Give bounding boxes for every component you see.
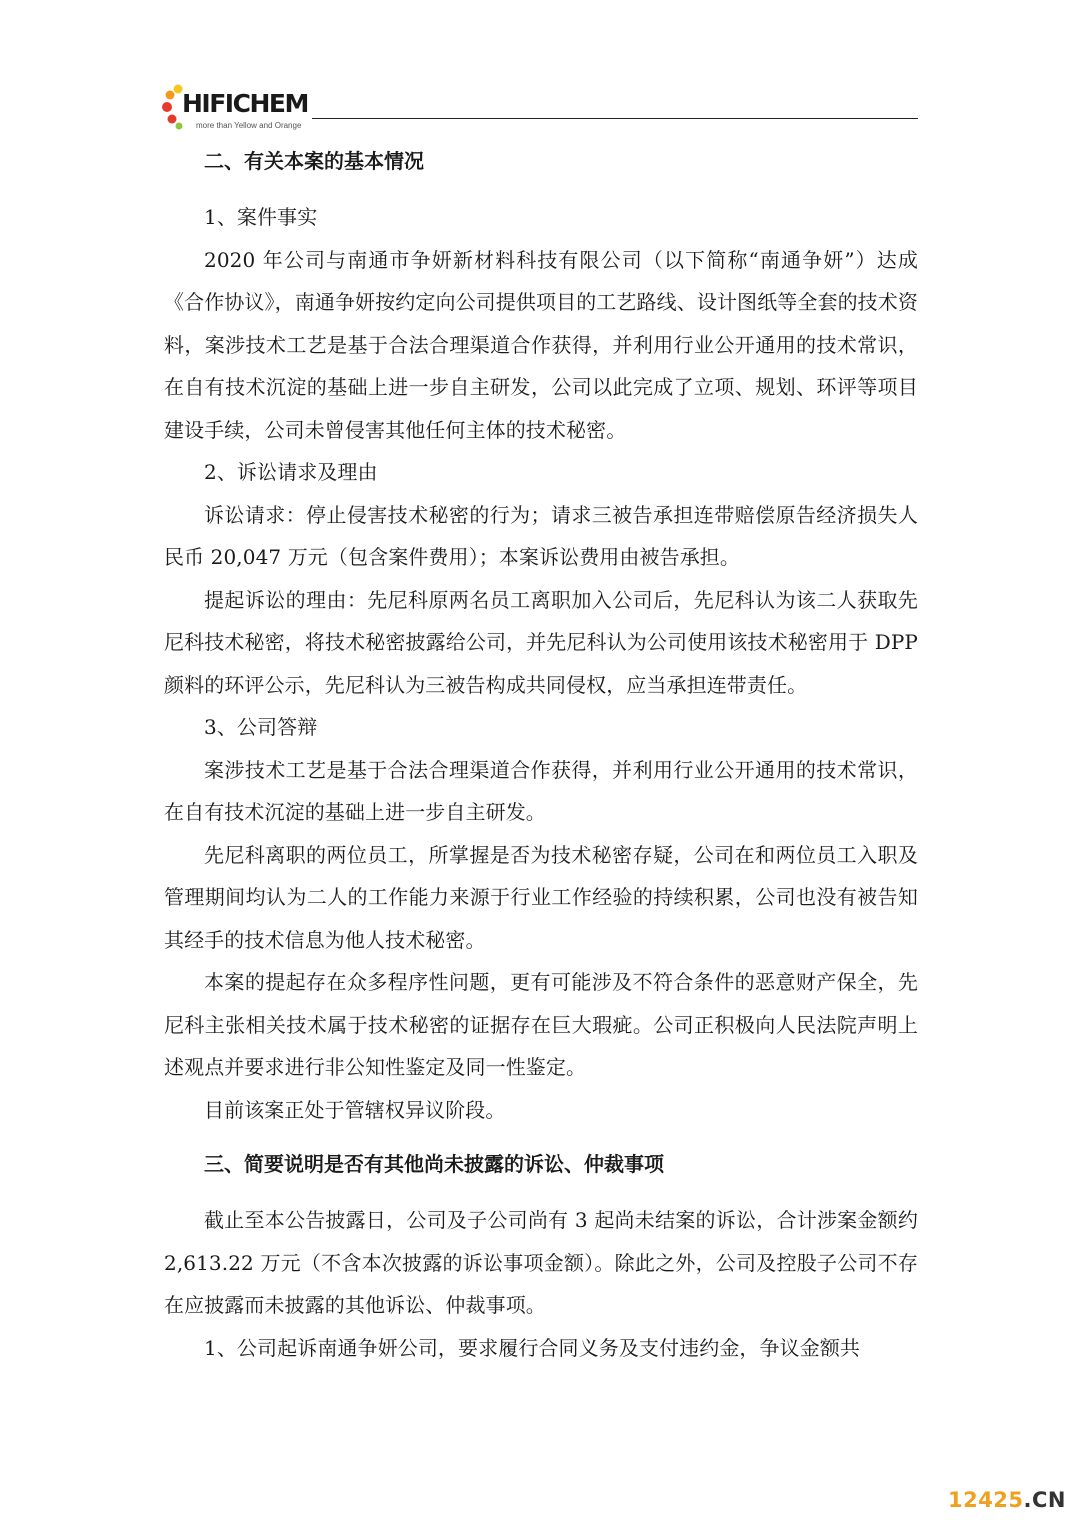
subsection-2-1-title: 1、案件事实 (204, 205, 318, 229)
paragraph: 提起诉讼的理由：先尼科原两名员工离职加入公司后，先尼科认为该二人获取先尼科技术秘密，将技术秘密披露给公司，并先尼科认为公司使用该技术秘密用于 DPP 颜料的环评公示，先尼科认为三被告构成共同侵权，应当承担连带责任。 (164, 587, 918, 697)
flower-petals-icon (162, 82, 184, 130)
paragraph: 先尼科离职的两位员工，所掌握是否为技术秘密存疑，公司在和两位员工入职及管理期间均认为二人的工作能力来源于行业工作经验的持续积累，公司也没有被告知其经手的技术信息为他人技术秘密。 (164, 842, 918, 952)
paragraph: 案涉技术工艺是基于合法合理渠道合作获得，并利用行业公开通用的技术常识，在自有技术沉淀的基础上进一步自主研发。 (164, 757, 918, 824)
logo-tagline: more than Yellow and Orange (196, 121, 302, 130)
page-header (162, 78, 918, 134)
header-rule (312, 118, 918, 119)
paragraph: 目前该案正处于管辖权异议阶段。 (204, 1097, 506, 1122)
section-3-title: 三、简要说明是否有其他尚未披露的诉讼、仲裁事项 (204, 1152, 664, 1176)
watermark-number: 12425 (947, 1488, 1024, 1512)
paragraph: 诉讼请求：停止侵害技术秘密的行为；请求三被告承担连带赔偿原告经济损失人民币 20,047 万元（包含案件费用）；本案诉讼费用由被告承担。 (164, 502, 918, 569)
paragraph: 截止至本公告披露日，公司及子公司尚有 3 起尚未结案的诉讼，合计涉案金额约 2,613.22 万元（不含本次披露的诉讼事项金额）。除此之外，公司及控股子公司不存在应披露而未披露的其他诉讼、仲裁事项。 (164, 1208, 918, 1317)
subsection-2-3-title: 3、公司答辩 (204, 715, 318, 739)
subsection-2-2-title: 2、诉讼请求及理由 (204, 460, 378, 484)
document-body (164, 140, 918, 1369)
logo-wordmark: HIFICHEM (182, 89, 308, 118)
watermark-domain: .CN (1023, 1488, 1066, 1512)
paragraph: 本案的提起存在众多程序性问题，更有可能涉及不符合条件的恶意财产保全，先尼科主张相关技术属于技术秘密的证据存在巨大瑕疵。公司正积极向人民法院声明上述观点并要求进行非公知性鉴定及同一性鉴定。 (164, 970, 918, 1079)
paragraph: 1、公司起诉南通争妍公司，要求履行合同义务及支付违约金，争议金额共 (204, 1335, 861, 1360)
paragraph: 2020 年公司与南通市争妍新材料科技有限公司（以下简称“南通争妍”）达成《合作协议》，南通争妍按约定向公司提供项目的工艺路线、设计图纸等全套的技术资料，案涉技术工艺是基于合法合理渠道合作获得，并利用行业公开通用的技术常识，在自有技术沉淀的基础上进一步自主研发，公司以此完成了立项、规划、环评等项目建设手续，公司未曾侵害其他任何主体的技术秘密。 (164, 247, 918, 442)
hifichem-logo (162, 78, 312, 134)
section-2-title: 二、有关本案的基本情况 (204, 149, 424, 173)
site-watermark (948, 1488, 1066, 1512)
